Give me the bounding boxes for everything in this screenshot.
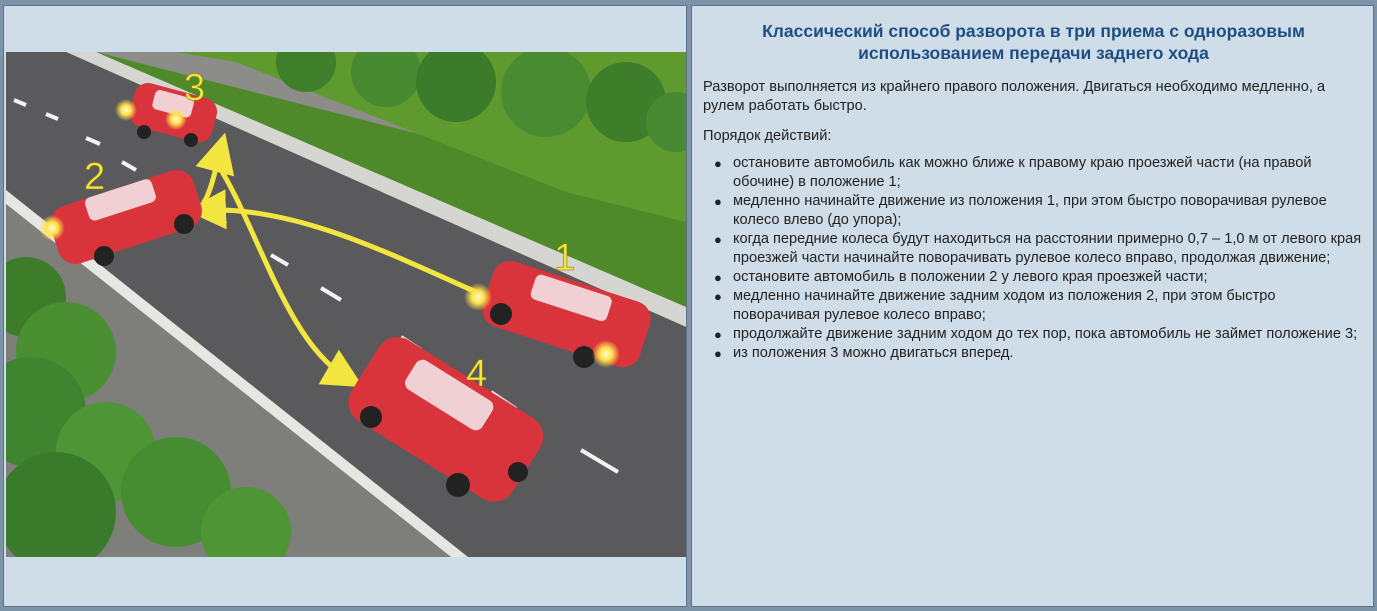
step-text: медленно начинайте движение из положения 1, при этом быстро поворачивая рулевое колесо влево (до упора);	[733, 193, 1327, 228]
list-item	[703, 154, 1363, 192]
list-item	[703, 268, 1363, 287]
list-item	[703, 192, 1363, 230]
bullet-icon: ●	[714, 289, 722, 304]
position-label-1: 1	[554, 237, 576, 279]
procedure-steps	[703, 154, 1363, 363]
position-label-2: 2	[84, 156, 106, 198]
list-item	[703, 230, 1363, 268]
bullet-icon: ●	[714, 346, 722, 361]
position-label-4: 4	[466, 353, 488, 395]
list-item	[703, 344, 1363, 363]
page-title: Классический способ разворота в три приема с одноразовым использованием передачи заднего хода	[762, 21, 1305, 63]
list-item	[703, 325, 1363, 344]
step-text: продолжайте движение задним ходом до тех пор, пока автомобиль не займет положение 3;	[733, 326, 1358, 342]
bullet-icon: ●	[714, 327, 722, 342]
position-label-3: 3	[184, 67, 206, 109]
u-turn-illustration	[6, 52, 686, 557]
step-text: остановите автомобиль в положении 2 у левого края проезжей части;	[733, 269, 1208, 285]
procedure-heading: Порядок действий:	[703, 128, 832, 144]
step-text: остановите автомобиль как можно ближе к правому краю проезжей части (на правой обочине) в положение 1;	[733, 155, 1312, 190]
bullet-icon: ●	[714, 270, 722, 285]
step-text: из положения 3 можно двигаться вперед.	[733, 345, 1014, 361]
text-panel	[691, 5, 1374, 607]
list-item	[703, 287, 1363, 325]
intro-paragraph: Разворот выполняется из крайнего правого положения. Двигаться необходимо медленно, а рулем работать быстро.	[703, 79, 1326, 114]
bullet-icon: ●	[714, 232, 722, 247]
step-text: медленно начинайте движение задним ходом из положения 2, при этом быстро поворачивая рулевое колесо вправо;	[733, 288, 1276, 323]
bullet-icon: ●	[714, 156, 722, 171]
step-text: когда передние колеса будут находиться на расстоянии примерно 0,7 – 1,0 м от левого края проезжей части начинайте поворачивать рулевое колесо вправо, продолжая движение;	[733, 231, 1362, 266]
bullet-icon: ●	[714, 194, 722, 209]
